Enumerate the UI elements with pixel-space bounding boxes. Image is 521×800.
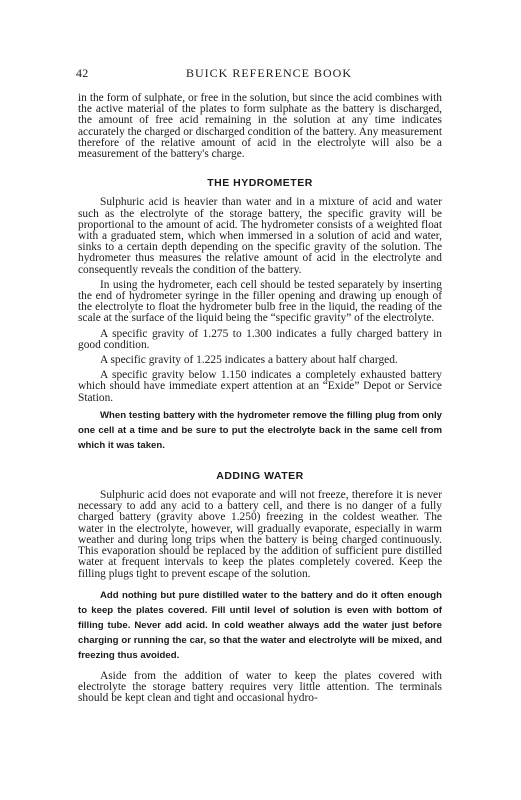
hydrometer-paragraph-3: A specific gravity of 1.275 to 1.300 indicates a fully charged battery in good condition. [78, 327, 442, 351]
section-title-hydrometer: THE HYDROMETER [207, 177, 313, 190]
running-title: BUICK REFERENCE BOOK [186, 66, 353, 80]
hydrometer-paragraph-2: In using the hydrometer, each cell should be tested separately by inserting the end of hydrometer syringe in the filler opening and drawing up enough of the electrolyte to float the hydrometer bulb free in the liquid, the reading of the scale at the surface of the liquid being the “specific gravity” of the electrolyte. [78, 278, 442, 325]
page-body [78, 93, 442, 704]
hydrometer-paragraph-1: Sulphuric acid is heavier than water and in a mixture of acid and water such as the electrolyte of the storage battery, the specific gravity will be proportional to the amount of acid. The hydrometer consists of a weighted float with a graduated stem, which when immersed in a solution of acid and water, sinks to a certain depth depending on the specific gravity of the solution. The hydrometer thus measures the relative amount of acid in the electrolyte and consequently reveals the condition of the battery. [78, 196, 442, 276]
intro-paragraph: in the form of sulphate, or free in the solution, but since the acid combines with the active material of the plates to form sulphate as the battery is discharged, the amount of free acid remaining in the solution at any time indicates accurately the charged or discharged condition of the battery. Any measurement therefore of the relative amount of acid in the electrolyte will also be a measurement of the battery's charge. [78, 92, 442, 161]
adding-water-paragraph-1: Sulphuric acid does not evaporate and will not freeze, therefore it is never necessary to add any acid to a battery cell, and there is no danger of a fully charged battery (gravity above 1.250) freezing in the coldest weather. The water in the electrolyte, however, will gradually evaporate, especially in warm weather and during long trips when the battery is being charged continuously. This evaporation should be replaced by the addition of sufficient pure distilled water at frequent intervals to keep the plates completely covered. Keep the filling plugs tight to prevent escape of the solution. [78, 489, 442, 580]
section-title-adding-water: ADDING WATER [216, 469, 304, 482]
hydrometer-warning: When testing battery with the hydrometer remove the filling plug from only one cell at a time and be sure to put the electrolyte back in the same cell from which it was taken. [78, 409, 442, 451]
adding-water-instructions: Add nothing but pure distilled water to the battery and do it often enough to keep the plates covered. Fill until level of solution is even with bottom of filling tube. Never add acid. In cold weather always add the water just before charging or running the car, so that the water and electrolyte will be mixed, and freezing thus avoided. [78, 589, 442, 661]
hydrometer-paragraph-4: A specific gravity of 1.225 indicates a battery about half charged. [100, 354, 398, 367]
hydrometer-paragraph-5: A specific gravity below 1.150 indicates a completely exhausted battery which should have immediate expert attention at an “Exide” Depot or Service Station. [78, 369, 442, 404]
adding-water-paragraph-2: Aside from the addition of water to keep the plates covered with electrolyte the storage battery requires very little attention. The terminals should be kept clean and tight and occasional hydro- [78, 669, 442, 705]
page-number: 42 [76, 66, 89, 80]
